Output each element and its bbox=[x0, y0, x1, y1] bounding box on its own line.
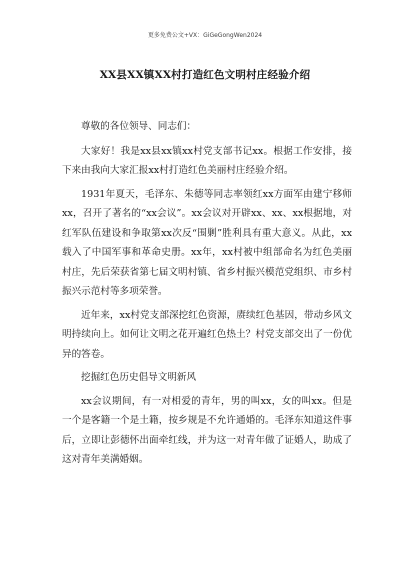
section-heading: 挖掘红色历史倡导文明新风 bbox=[81, 372, 197, 383]
header-note: 更多免费公文+VX：GiGeGongWen2024 bbox=[147, 32, 263, 39]
paragraph-greeting: 大家好！我是xx县xx镇xx村党支部书记xx。根据工作安排，接下来由我向大家汇报xx村打造红色美丽村庄经验介绍。 bbox=[62, 145, 352, 176]
paragraph-section: xx会议期间，有一对相爱的青年，男的叫xx，女的叫xx。但是一个是客籍一个是土籍，按乡规是不允许通婚的。毛泽东知道这件事后，立即让彭德怀出面牵红线，并为这一对青年做了证婚人，助成了这对青年美满婚姻。 bbox=[62, 395, 352, 465]
document-title: XX县XX镇XX村打造红色文明村庄经验介绍 bbox=[99, 69, 311, 81]
paragraph-recent: 近年来，xx村党支部深挖红色资源，赓续红色基因，带动乡风文明持续向上。如何让文明之花开遍红色热土？村党支部交出了一份优异的答卷。 bbox=[62, 309, 352, 360]
paragraph-history: 1931年夏天，毛泽东、朱德等同志率领红xx方面军由建宁移师xx，召开了著名的“xx会议”。xx会议对开辟xx、xx、xx根据地，对红军队伍建设和争取第xx次反“围剿”胜利具有重大意义。从此，xx载入了中国军事和革命史册。xx年，xx村被中组部命名为红色美丽村庄，先后荣获省第七届文明村镇、省乡村振兴模范党组织、市乡村振兴示范村等多项荣誉。 bbox=[62, 188, 352, 297]
document-body bbox=[62, 117, 352, 474]
salutation: 尊敬的各位领导、同志们： bbox=[81, 121, 197, 132]
